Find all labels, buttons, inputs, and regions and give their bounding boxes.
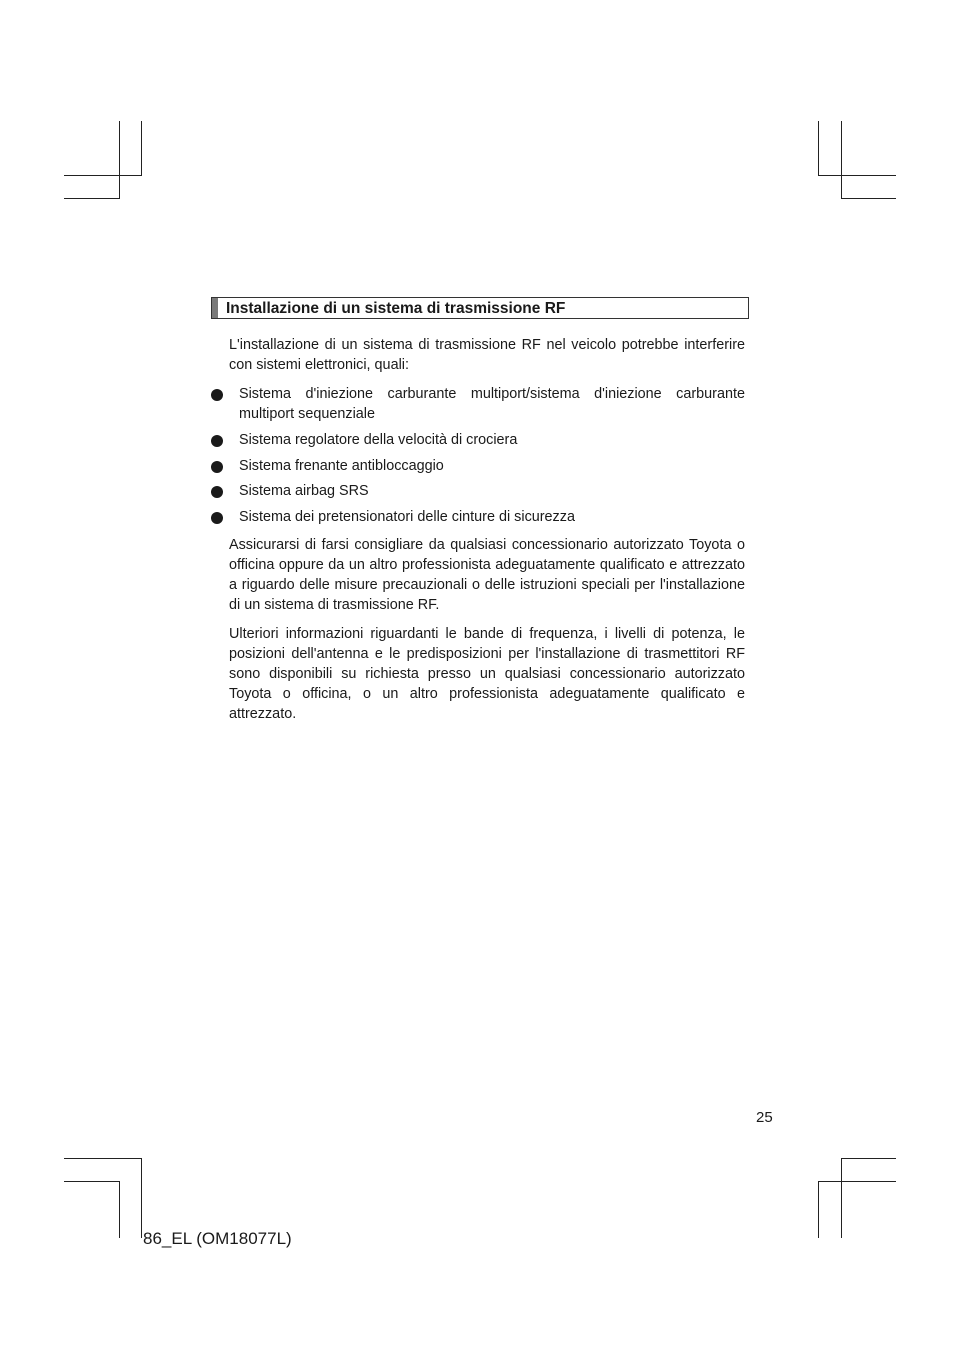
crop-mark: [64, 1158, 142, 1159]
list-item: Sistema d'iniezione carburante multiport/sistema d'iniezione carburante multiport sequenziale: [211, 385, 745, 425]
section-header-bar: [212, 298, 218, 318]
crop-mark: [818, 1181, 896, 1182]
bullet-icon: [211, 512, 223, 524]
section-title: Installazione di un sistema di trasmissione RF: [226, 300, 566, 317]
list-item: Sistema airbag SRS: [211, 482, 745, 502]
bullet-icon: [211, 461, 223, 473]
body-content: [229, 336, 745, 733]
bullet-icon: [211, 486, 223, 498]
advice-paragraph: Assicurarsi di farsi consigliare da qualsiasi concessionario autorizzato Toyota o officina oppure da un altro professionista adeguatamente qualificato e attrezzato a riguardo delle misure precauzionali o delle istruzioni speciali per l'installazione di un sistema di trasmissione RF.: [229, 537, 745, 613]
crop-mark: [64, 175, 142, 176]
crop-mark: [818, 1181, 819, 1238]
crop-mark: [64, 198, 120, 199]
crop-mark: [841, 1158, 896, 1159]
crop-mark: [64, 1181, 120, 1182]
list-item: Sistema frenante antibloccaggio: [211, 457, 745, 477]
bullet-icon: [211, 435, 223, 447]
list-item: Sistema dei pretensionatori delle cinture di sicurezza: [211, 508, 745, 528]
info-paragraph: Ulteriori informazioni riguardanti le bande di frequenza, i livelli di potenza, le posizioni dell'antenna e le predisposizioni per l'installazione di trasmettitori RF sono disponibili su richiesta presso un qualsiasi concessionario autorizzato Toyota o officina, o un altro professionista adeguatamente qualificato e attrezzato.: [229, 625, 745, 722]
bullet-list: [211, 385, 745, 528]
crop-mark: [119, 121, 120, 199]
page-number: 25: [756, 1109, 773, 1126]
crop-mark: [119, 1181, 120, 1238]
bullet-icon: [211, 389, 223, 401]
document-code: 86_EL (OM18077L): [143, 1229, 292, 1248]
crop-mark: [841, 1158, 842, 1238]
crop-mark: [818, 175, 896, 176]
crop-mark: [818, 121, 819, 175]
crop-mark: [841, 198, 896, 199]
crop-mark: [141, 1158, 142, 1238]
crop-mark: [141, 121, 142, 175]
intro-paragraph: L'installazione di un sistema di trasmissione RF nel veicolo potrebbe interferire con sistemi elettronici, quali:: [229, 337, 745, 373]
list-item: Sistema regolatore della velocità di crociera: [211, 431, 745, 451]
crop-mark: [841, 121, 842, 199]
section-header: [211, 297, 749, 319]
